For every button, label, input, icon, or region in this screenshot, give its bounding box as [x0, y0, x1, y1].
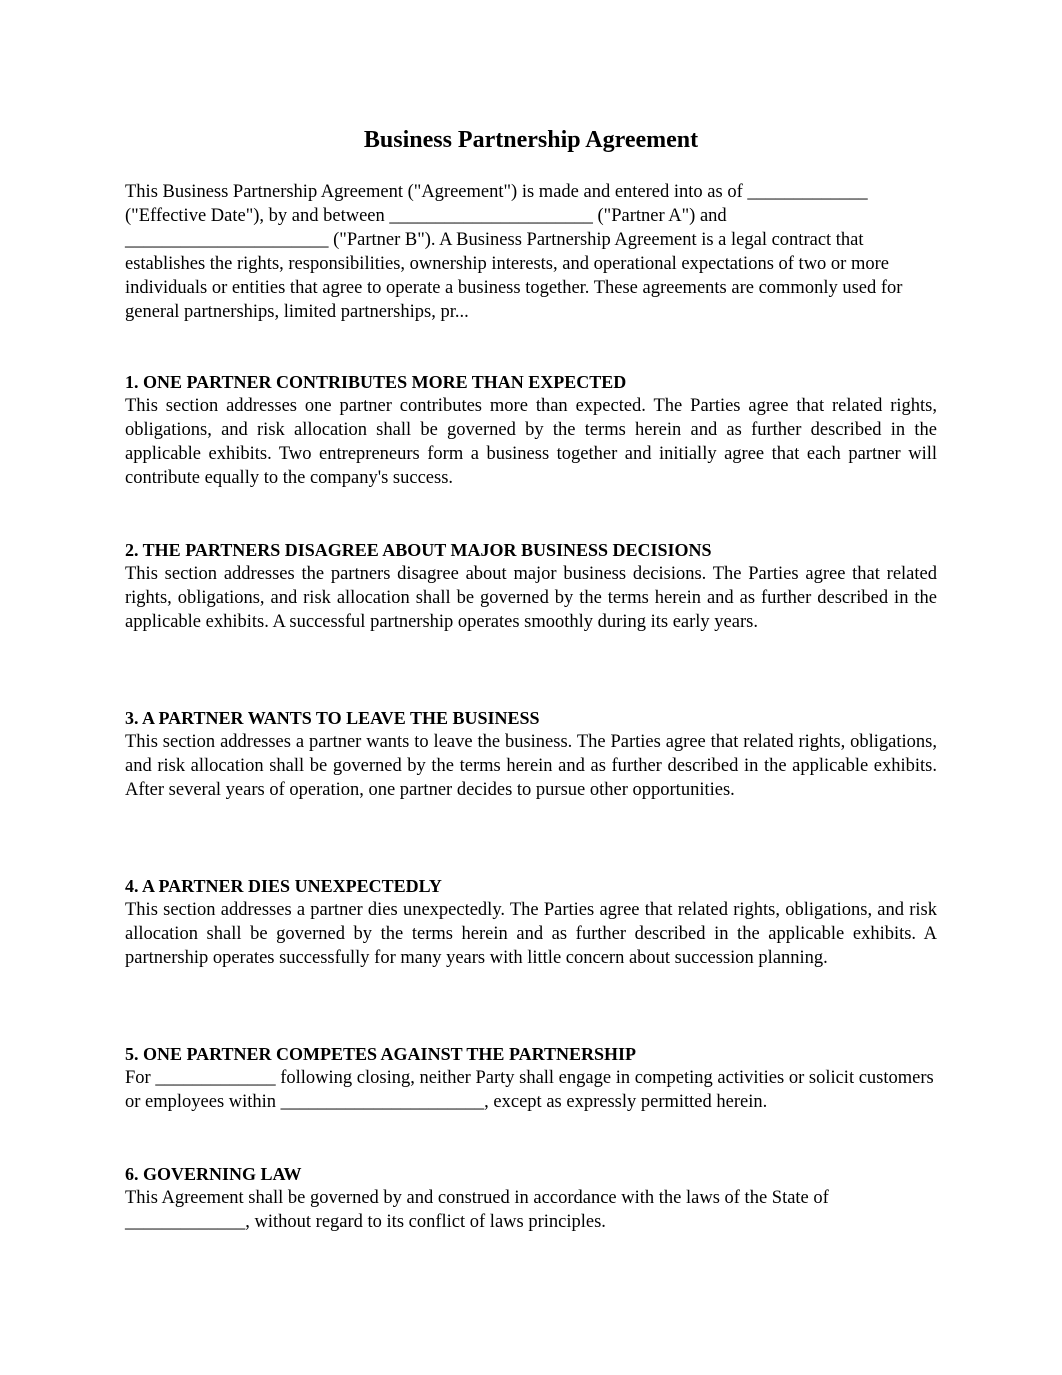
- section-heading: 3. A PARTNER WANTS TO LEAVE THE BUSINESS: [125, 708, 540, 728]
- document-title: Business Partnership Agreement: [363, 127, 699, 153]
- section-body: This section addresses a partner dies unexpectedly. The Parties agree that related rights, obligations, and risk allocation shall be governed by the terms herein and as further described in the applicable exhibits. A partnership operates successfully for many years with little concern about succession planning.: [125, 900, 937, 968]
- intro-paragraph: This Business Partnership Agreement ("Agreement") is made and entered into as of _____________ ("Effective Date"), by and between ______________________ ("Partner A") and ______________________ ("Partner B"). A Business Partnership Agreement is a legal contract that establishes the rights, responsibilities, ownership interests, and operational expectations of two or more individuals or entities that agree to operate a business together. These agreements are commonly used for general partnerships, limited partnerships, pr...: [125, 182, 903, 322]
- section-heading: 2. THE PARTNERS DISAGREE ABOUT MAJOR BUSINESS DECISIONS: [125, 540, 712, 560]
- section-body: For _____________ following closing, neither Party shall engage in competing activities or solicit customers or employees within ______________________, except as expressly permitted herein.: [125, 1068, 934, 1112]
- section-heading: 6. GOVERNING LAW: [125, 1164, 302, 1184]
- section-1: [125, 370, 937, 490]
- section-heading: 5. ONE PARTNER COMPETES AGAINST THE PARTNERSHIP: [125, 1044, 636, 1064]
- section-6: [125, 1162, 937, 1234]
- section-5: [125, 1042, 937, 1114]
- section-body: This section addresses the partners disagree about major business decisions. The Parties agree that related rights, obligations, and risk allocation shall be governed by the terms herein and as further described in the applicable exhibits. A successful partnership operates smoothly during its early years.: [125, 564, 937, 632]
- section-body: This section addresses a partner wants to leave the business. The Parties agree that related rights, obligations, and risk allocation shall be governed by the terms herein and as further described in the applicable exhibits. After several years of operation, one partner decides to pursue other opportunities.: [125, 732, 937, 800]
- section-2: [125, 538, 937, 634]
- section-body: This section addresses one partner contributes more than expected. The Parties agree that related rights, obligations, and risk allocation shall be governed by the terms herein and as further described in the applicable exhibits. Two entrepreneurs form a business together and initially agree that each partner will contribute equally to the company's success.: [125, 396, 937, 488]
- section-heading: 1. ONE PARTNER CONTRIBUTES MORE THAN EXPECTED: [125, 372, 627, 392]
- section-body: This Agreement shall be governed by and construed in accordance with the laws of the State of _____________, without regard to its conflict of laws principles.: [125, 1188, 829, 1232]
- section-heading: 4. A PARTNER DIES UNEXPECTEDLY: [125, 876, 442, 896]
- section-3: [125, 706, 937, 802]
- section-4: [125, 874, 937, 970]
